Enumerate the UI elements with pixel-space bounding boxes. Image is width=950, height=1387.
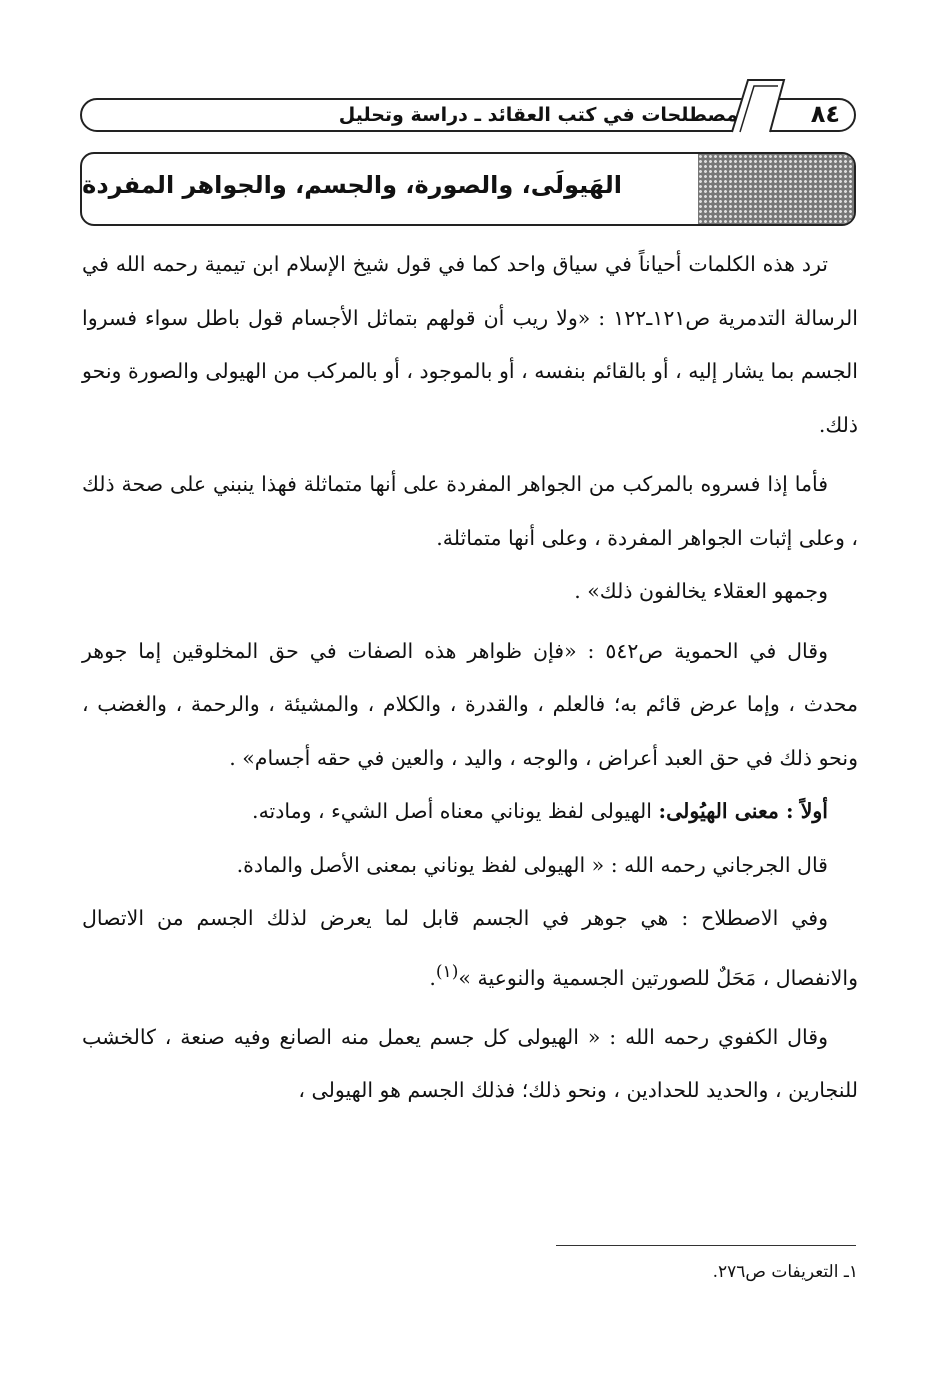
- paragraph-1: ترد هذه الكلمات أحياناً في سياق واحد كما في قول شيخ الإسلام ابن تيمية رحمه الله في الرسالة التدمرية ص١٢١ـ١٢٢ : «ولا ريب أن قولهم بتماثل الأجسام قول باطل سواء فسروا الجسم بما يشار إليه ، أو بالقائم بنفسه ، أو بالموجود ، أو بالمركب من الهيولى والصورة ونحو ذلك.: [82, 252, 858, 437]
- footnote: ١ـ التعريفات ص٢٧٦.: [712, 1262, 858, 1282]
- section-heading-box: [80, 152, 856, 226]
- book-title: مصطلحات في كتب العقائد ـ دراسة وتحليل: [338, 104, 738, 126]
- paragraph-6: قال الجرجاني رحمه الله : « الهيولى لفظ يوناني بمعنى الأصل والمادة.: [236, 852, 828, 877]
- footnote-reference: (١): [435, 961, 459, 982]
- subheading-meaning-hyle: أولاً : معنى الهيُولى:: [658, 799, 828, 823]
- page-number: ٨٤: [810, 100, 840, 128]
- body-text: [82, 238, 858, 1118]
- paragraph-8: وقال الكفوي رحمه الله : « الهيولى كل جسم يعمل منه الصانع وفيه صنعة ، كالخشب للنجارين ، والحديد للحدادين ، ونحو ذلك؛ فذلك الجسم هو الهيولى ،: [82, 1024, 858, 1103]
- running-header: [80, 78, 858, 132]
- dotted-pattern-panel: [698, 154, 854, 224]
- paragraph-7: وفي الاصطلاح : هي جوهر في الجسم قابل لما يعرض لذلك الجسم من الاتصال والانفصال ، مَحَلٌ للصورتين الجسمية والنوعية »$^{(١)}$.: [82, 906, 858, 990]
- section-title: الهَيولَى، والصورة، والجسم، والجواهر المفردة: [82, 171, 622, 199]
- paragraph-2: فأما إذا فسروه بالمركب من الجواهر المفردة على أنها متماثلة فهذا ينبني على صحة ذلك ، وعلى إثبات الجواهر المفردة ، وعلى أنها متماثلة.: [82, 472, 858, 550]
- paragraph-5: [82, 785, 858, 839]
- footnote-separator: [556, 1245, 856, 1246]
- paragraph-3: وجمهو العقلاء يخالفون ذلك» .: [574, 579, 828, 603]
- paragraph-7-text: وفي الاصطلاح : هي جوهر في الجسم قابل لما يعرض لذلك الجسم من الاتصال والانفصال ، مَحَلٌ للصورتين الجسمية والنوعية »: [82, 906, 858, 990]
- paragraph-4: وقال في الحموية ص٥٤٢ : «فإن ظواهر هذه الصفات في حق المخلوقين إما جوهر محدث ، وإما عرض قائم به؛ فالعلم ، والقدرة ، والكلام ، والمشيئة ، والرحمة ، والغضب ، ونحو ذلك في حق العبد أعراض ، والوجه ، واليد ، والعين في حقه أجسام» .: [82, 638, 858, 770]
- paragraph-5-text: الهيولى لفظ يوناني معناه أصل الشيء ، ومادته.: [252, 799, 659, 823]
